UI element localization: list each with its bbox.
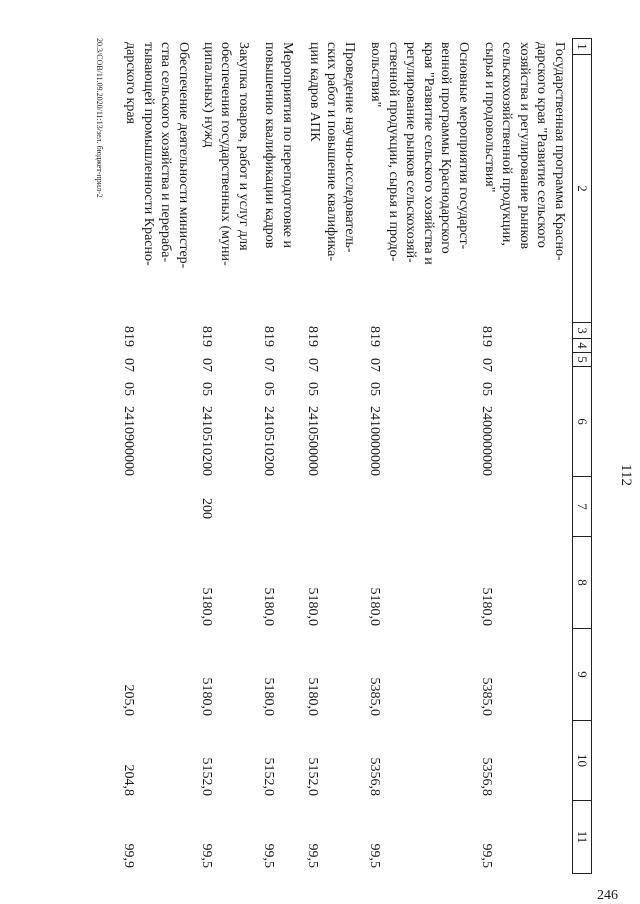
cell-section: 07: [261, 358, 277, 372]
header-col-4: 4: [572, 338, 592, 352]
cell-col11: 99,5: [367, 843, 383, 868]
cell-section: 07: [367, 358, 383, 372]
header-col-8: 8: [572, 536, 592, 628]
budget-table: [120, 38, 592, 878]
cell-section: 07: [199, 358, 215, 372]
file-reference-note: 20.3/СОВ/11.09.2020/11:13/зел. бюджет-прил-2: [95, 38, 104, 198]
cell-admin-code: 819: [479, 326, 495, 347]
cell-col9: 5385,0: [367, 677, 383, 716]
sheet-number: 246: [597, 888, 618, 903]
row-name: Обеспечение деятельности министер- ства сельского хозяйства и перераба- тывающей промышленности Красно- дарского края: [123, 42, 191, 269]
cell-admin-code: 819: [199, 326, 215, 347]
row-name: Основные мероприятия государст- венной программы Краснодарского края "Развитие сельского хозяйства и регулирование рынков сельскохозяй- ственной продукции, сырья и продо- вольствия": [368, 42, 471, 265]
cell-col8: 5180,0: [479, 587, 495, 626]
cell-col8: 5180,0: [367, 587, 383, 626]
row-name: Проведение научно-исследователь- ских работ и повышение квалифика- ции кадров АПК: [307, 42, 357, 262]
header-col-3: 3: [572, 322, 592, 338]
header-col-1: 1: [572, 38, 592, 54]
table-row: [120, 38, 192, 878]
row-name: Мероприятия по переподготовке и повышению квалификации кадров: [262, 42, 295, 249]
header-col-11: 11: [572, 800, 592, 874]
cell-target-article: 2410000000: [367, 406, 383, 476]
cell-col10: 5152,0: [305, 757, 321, 796]
cell-col9: 205,0: [121, 684, 137, 716]
cell-col10: 5152,0: [199, 757, 215, 796]
cell-col10: 204,8: [121, 764, 137, 796]
cell-col11: 99,5: [479, 843, 495, 868]
header-col-7: 7: [572, 476, 592, 536]
cell-subsection: 05: [121, 382, 137, 396]
cell-subsection: 05: [305, 382, 321, 396]
cell-admin-code: 819: [121, 326, 137, 347]
cell-subsection: 05: [199, 382, 215, 396]
row-name: Государственная программа Красно- дарского края "Развитие сельского хозяйства и регулирование рынков сельскохозяйственной продукции, сырья и продовольствия": [482, 42, 567, 261]
header-col-6: 6: [572, 366, 592, 476]
cell-col8: 5180,0: [305, 587, 321, 626]
table-row: [198, 38, 252, 878]
cell-col10: 5356,8: [479, 757, 495, 796]
cell-target-article: 2410900000: [121, 406, 137, 476]
cell-col11: 99,5: [199, 843, 215, 868]
header-col-10: 10: [572, 720, 592, 800]
cell-col9: 5180,0: [305, 677, 321, 716]
cell-section: 07: [121, 358, 137, 372]
cell-col10: 5356,8: [367, 757, 383, 796]
cell-target-article: 2400000000: [479, 406, 495, 476]
cell-col9: 5180,0: [199, 677, 215, 716]
header-col-5: 5: [572, 352, 592, 366]
header-col-2: 2: [572, 54, 592, 322]
cell-col11: 99,5: [261, 843, 277, 868]
cell-subsection: 05: [261, 382, 277, 396]
table-row: [260, 38, 296, 878]
cell-col9: 5385,0: [479, 677, 495, 716]
cell-admin-code: 819: [305, 326, 321, 347]
cell-col10: 5152,0: [261, 757, 277, 796]
cell-col8: 5180,0: [199, 587, 215, 626]
cell-col9: 5180,0: [261, 677, 277, 716]
header-col-9: 9: [572, 628, 592, 720]
rotated-page: [80, 24, 640, 880]
cell-target-article: 2410500000: [305, 406, 321, 476]
row-name: Закупка товаров, работ и услуг для обеспечения государственных (муни- ципальных) нужд: [201, 42, 251, 266]
table-row: [366, 38, 472, 878]
cell-subsection: 05: [367, 382, 383, 396]
cell-col11: 99,5: [305, 843, 321, 868]
cell-section: 07: [479, 358, 495, 372]
cell-col8: 5180,0: [261, 587, 277, 626]
page-number: 112: [618, 464, 634, 486]
cell-col11: 99,9: [121, 843, 137, 868]
table-row: [478, 38, 568, 878]
cell-expense-type: 200: [199, 498, 215, 519]
cell-target-article: 2410510200: [199, 406, 215, 476]
cell-admin-code: 819: [367, 326, 383, 347]
cell-admin-code: 819: [261, 326, 277, 347]
table-row: [304, 38, 358, 878]
cell-subsection: 05: [479, 382, 495, 396]
cell-target-article: 2410510200: [261, 406, 277, 476]
table-header: [572, 38, 592, 878]
cell-section: 07: [305, 358, 321, 372]
